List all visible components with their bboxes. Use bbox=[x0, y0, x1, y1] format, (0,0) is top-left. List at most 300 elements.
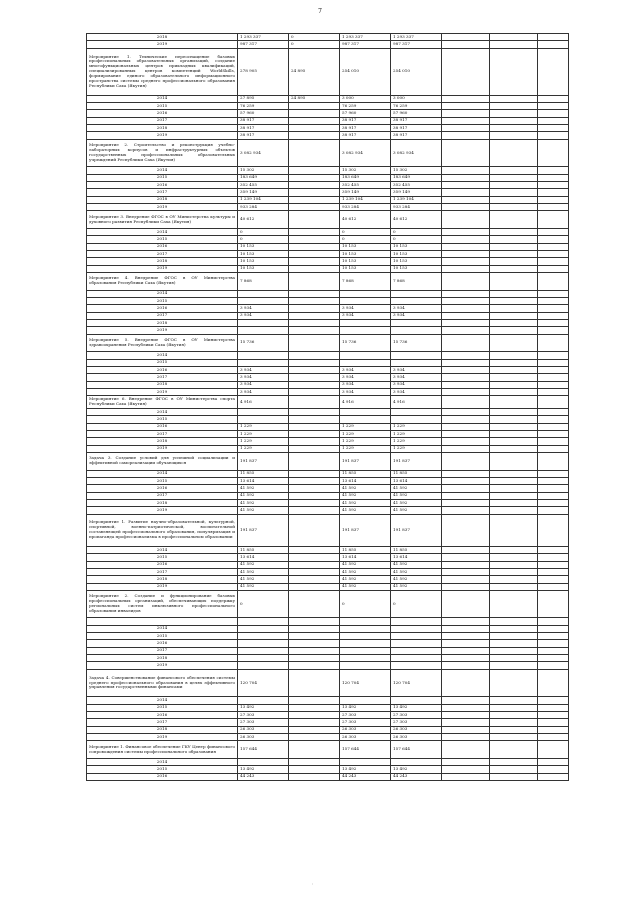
empty-cell bbox=[442, 561, 490, 568]
year-cell: 2014 bbox=[87, 167, 238, 174]
amount-c1: 1 229 bbox=[238, 423, 289, 430]
amount-c2 bbox=[289, 196, 340, 203]
year-row bbox=[87, 647, 569, 654]
amount-c3: 183 649 bbox=[340, 174, 391, 181]
year-cell: 2018 bbox=[87, 655, 238, 662]
empty-cell bbox=[538, 34, 569, 41]
empty-cell bbox=[490, 647, 538, 654]
amount-c3: 41 592 bbox=[340, 568, 391, 575]
amount-c4 bbox=[391, 697, 442, 704]
empty-cell bbox=[442, 430, 490, 437]
year-row bbox=[87, 766, 569, 773]
amount-c2 bbox=[289, 590, 340, 618]
empty-cell bbox=[538, 334, 569, 352]
amount-c1: 157 644 bbox=[238, 741, 289, 759]
amount-c2: 0 bbox=[289, 34, 340, 41]
empty-cell bbox=[490, 499, 538, 506]
empty-cell bbox=[490, 297, 538, 304]
year-cell: 2017 bbox=[87, 189, 238, 196]
amount-c3: 352 455 bbox=[340, 181, 391, 188]
amount-c2 bbox=[289, 568, 340, 575]
amount-c3 bbox=[340, 352, 391, 359]
amount-c2 bbox=[289, 697, 340, 704]
empty-cell bbox=[442, 647, 490, 654]
year-cell: 2014 bbox=[87, 697, 238, 704]
amount-c1 bbox=[238, 662, 289, 669]
item-description: Мероприятие 2. Строительство и реконструкция учебно-лабораторных корпусов и инфраструктурных объектов государственных профессиональных образовательных учреждений Республики Саха (Якутия) bbox=[87, 139, 238, 167]
empty-cell bbox=[490, 265, 538, 272]
amount-c3 bbox=[340, 408, 391, 415]
amount-c2 bbox=[289, 423, 340, 430]
amount-c1 bbox=[238, 633, 289, 640]
amount-c4: 10 153 bbox=[391, 258, 442, 265]
amount-c2 bbox=[289, 110, 340, 117]
amount-c4: 1 229 bbox=[391, 445, 442, 452]
year-row bbox=[87, 258, 569, 265]
amount-c2 bbox=[289, 470, 340, 477]
empty-cell bbox=[490, 766, 538, 773]
empty-cell bbox=[490, 359, 538, 366]
amount-c3: 41 592 bbox=[340, 499, 391, 506]
amount-c2 bbox=[289, 103, 340, 110]
year-row bbox=[87, 507, 569, 514]
empty-cell bbox=[538, 625, 569, 632]
amount-c4 bbox=[391, 297, 442, 304]
amount-c3: 157 644 bbox=[340, 741, 391, 759]
empty-cell bbox=[442, 492, 490, 499]
amount-c1: 41 592 bbox=[238, 485, 289, 492]
empty-cell bbox=[442, 514, 490, 546]
year-row bbox=[87, 352, 569, 359]
amount-c3: 41 592 bbox=[340, 576, 391, 583]
year-cell: 2015 bbox=[87, 554, 238, 561]
empty-cell bbox=[538, 546, 569, 553]
year-row bbox=[87, 388, 569, 395]
empty-cell bbox=[490, 733, 538, 740]
year-cell: 2019 bbox=[87, 583, 238, 590]
amount-c4 bbox=[391, 319, 442, 326]
year-row bbox=[87, 576, 569, 583]
amount-c2 bbox=[289, 758, 340, 765]
empty-cell bbox=[538, 41, 569, 48]
empty-cell bbox=[538, 174, 569, 181]
empty-cell bbox=[490, 95, 538, 102]
amount-c4 bbox=[391, 758, 442, 765]
amount-c2 bbox=[289, 546, 340, 553]
amount-c2 bbox=[289, 258, 340, 265]
amount-c3: 933 284 bbox=[340, 203, 391, 210]
item-row bbox=[87, 669, 569, 697]
amount-c1: 38 917 bbox=[238, 117, 289, 124]
amount-c2 bbox=[289, 290, 340, 297]
empty-cell bbox=[490, 388, 538, 395]
year-cell: 2018 bbox=[87, 576, 238, 583]
empty-cell bbox=[538, 132, 569, 139]
amount-c4: 0 bbox=[391, 236, 442, 243]
empty-cell bbox=[538, 711, 569, 718]
amount-c1: 3 934 bbox=[238, 374, 289, 381]
empty-cell bbox=[538, 766, 569, 773]
amount-c2 bbox=[289, 272, 340, 290]
empty-cell bbox=[442, 583, 490, 590]
amount-c4: 41 592 bbox=[391, 583, 442, 590]
empty-cell bbox=[538, 388, 569, 395]
year-cell: 2019 bbox=[87, 265, 238, 272]
amount-c4 bbox=[391, 416, 442, 423]
amount-c1: 3 934 bbox=[238, 381, 289, 388]
year-cell: 2014 bbox=[87, 352, 238, 359]
amount-c2 bbox=[289, 211, 340, 229]
empty-cell bbox=[442, 290, 490, 297]
empty-cell bbox=[490, 669, 538, 697]
year-row bbox=[87, 662, 569, 669]
empty-cell bbox=[490, 477, 538, 484]
amount-c3: 40 612 bbox=[340, 211, 391, 229]
amount-c3: 41 592 bbox=[340, 485, 391, 492]
year-cell: 2019 bbox=[87, 733, 238, 740]
amount-c1: 7 868 bbox=[238, 272, 289, 290]
amount-c2: 0 bbox=[289, 41, 340, 48]
year-cell: 2019 bbox=[87, 203, 238, 210]
amount-c2 bbox=[289, 618, 340, 625]
empty-cell bbox=[442, 590, 490, 618]
empty-cell bbox=[442, 132, 490, 139]
year-row bbox=[87, 366, 569, 373]
year-row bbox=[87, 312, 569, 319]
year-cell: 2017 bbox=[87, 647, 238, 654]
year-cell bbox=[87, 618, 238, 625]
amount-c3: 4 916 bbox=[340, 396, 391, 409]
amount-c2 bbox=[289, 445, 340, 452]
empty-cell bbox=[538, 117, 569, 124]
year-cell: 2018 bbox=[87, 125, 238, 132]
amount-c3: 1 293 337 bbox=[340, 34, 391, 41]
empty-cell bbox=[490, 203, 538, 210]
empty-cell bbox=[442, 258, 490, 265]
amount-c1: 11 855 bbox=[238, 470, 289, 477]
year-row bbox=[87, 445, 569, 452]
amount-c4: 11 855 bbox=[391, 470, 442, 477]
item-row bbox=[87, 139, 569, 167]
amount-c1 bbox=[238, 647, 289, 654]
empty-cell bbox=[490, 41, 538, 48]
empty-cell bbox=[442, 625, 490, 632]
year-cell: 2016 bbox=[87, 423, 238, 430]
amount-c4: 26 303 bbox=[391, 733, 442, 740]
year-row bbox=[87, 640, 569, 647]
amount-c1: 1 229 bbox=[238, 430, 289, 437]
year-cell: 2019 bbox=[87, 327, 238, 334]
empty-cell bbox=[490, 139, 538, 167]
amount-c3: 254 010 bbox=[340, 48, 391, 95]
empty-cell bbox=[538, 647, 569, 654]
amount-c2 bbox=[289, 576, 340, 583]
amount-c4: 0 bbox=[391, 228, 442, 235]
amount-c2 bbox=[289, 228, 340, 235]
amount-c2 bbox=[289, 117, 340, 124]
empty-cell bbox=[442, 41, 490, 48]
amount-c2 bbox=[289, 554, 340, 561]
year-cell: 2019 bbox=[87, 662, 238, 669]
amount-c1: 26 303 bbox=[238, 726, 289, 733]
empty-cell bbox=[538, 103, 569, 110]
empty-cell bbox=[442, 352, 490, 359]
amount-c2 bbox=[289, 334, 340, 352]
empty-cell bbox=[538, 48, 569, 95]
item-description: Мероприятие 1. Финансовое обеспечение ГКУ Центр финансового сопровождения системы профессионального образования bbox=[87, 741, 238, 759]
empty-cell bbox=[490, 507, 538, 514]
year-row bbox=[87, 697, 569, 704]
empty-cell bbox=[490, 568, 538, 575]
amount-c1: 27 303 bbox=[238, 719, 289, 726]
amount-c3: 13 614 bbox=[340, 554, 391, 561]
amount-c3: 3 934 bbox=[340, 374, 391, 381]
empty-cell bbox=[442, 250, 490, 257]
empty-cell bbox=[490, 452, 538, 470]
year-cell: 2016 bbox=[87, 561, 238, 568]
empty-cell bbox=[538, 640, 569, 647]
year-row bbox=[87, 265, 569, 272]
empty-cell bbox=[538, 719, 569, 726]
year-row bbox=[87, 290, 569, 297]
empty-cell bbox=[490, 546, 538, 553]
year-row bbox=[87, 438, 569, 445]
amount-c2 bbox=[289, 438, 340, 445]
amount-c4 bbox=[391, 633, 442, 640]
amount-c1: 1 293 337 bbox=[238, 34, 289, 41]
year-cell: 2019 bbox=[87, 445, 238, 452]
amount-c3: 1 229 bbox=[340, 438, 391, 445]
empty-cell bbox=[490, 430, 538, 437]
year-row bbox=[87, 430, 569, 437]
empty-cell bbox=[442, 174, 490, 181]
bottom-mark: ' bbox=[312, 882, 314, 887]
amount-c1: 191 837 bbox=[238, 452, 289, 470]
amount-c3: 1 229 bbox=[340, 423, 391, 430]
amount-c2 bbox=[289, 647, 340, 654]
amount-c4: 987 317 bbox=[391, 41, 442, 48]
empty-cell bbox=[490, 514, 538, 546]
amount-c4: 11 855 bbox=[391, 546, 442, 553]
amount-c4: 7 868 bbox=[391, 272, 442, 290]
empty-cell bbox=[442, 125, 490, 132]
year-row bbox=[87, 568, 569, 575]
empty-cell bbox=[442, 408, 490, 415]
amount-c2 bbox=[289, 181, 340, 188]
empty-cell bbox=[490, 554, 538, 561]
empty-cell bbox=[538, 181, 569, 188]
amount-c2 bbox=[289, 408, 340, 415]
year-cell: 2018 bbox=[87, 258, 238, 265]
amount-c2 bbox=[289, 352, 340, 359]
year-cell: 2015 bbox=[87, 633, 238, 640]
empty-cell bbox=[442, 366, 490, 373]
empty-cell bbox=[490, 272, 538, 290]
amount-c3: 13 492 bbox=[340, 704, 391, 711]
empty-cell bbox=[490, 423, 538, 430]
amount-c2 bbox=[289, 499, 340, 506]
empty-cell bbox=[442, 117, 490, 124]
amount-c1 bbox=[238, 625, 289, 632]
amount-c1: 0 bbox=[238, 590, 289, 618]
amount-c4: 41 592 bbox=[391, 576, 442, 583]
amount-c3 bbox=[340, 640, 391, 647]
empty-cell bbox=[538, 576, 569, 583]
empty-cell bbox=[442, 507, 490, 514]
year-cell: 2014 bbox=[87, 290, 238, 297]
amount-c1: 0 bbox=[238, 236, 289, 243]
empty-cell bbox=[538, 445, 569, 452]
amount-c1 bbox=[238, 359, 289, 366]
year-cell: 2015 bbox=[87, 297, 238, 304]
empty-cell bbox=[538, 758, 569, 765]
empty-cell bbox=[538, 95, 569, 102]
year-cell: 2018 bbox=[87, 34, 238, 41]
year-cell: 2016 bbox=[87, 773, 238, 780]
empty-cell bbox=[442, 499, 490, 506]
amount-c3: 3 934 bbox=[340, 388, 391, 395]
amount-c1: 10 153 bbox=[238, 243, 289, 250]
empty-cell bbox=[442, 719, 490, 726]
amount-c2 bbox=[289, 633, 340, 640]
amount-c2 bbox=[289, 125, 340, 132]
empty-cell bbox=[538, 416, 569, 423]
amount-c3: 1 229 bbox=[340, 445, 391, 452]
amount-c3: 0 bbox=[340, 236, 391, 243]
year-row bbox=[87, 733, 569, 740]
amount-c4: 15 302 bbox=[391, 167, 442, 174]
amount-c1: 15 736 bbox=[238, 334, 289, 352]
item-row bbox=[87, 396, 569, 409]
amount-c4: 10 153 bbox=[391, 250, 442, 257]
amount-c2 bbox=[289, 381, 340, 388]
year-row bbox=[87, 633, 569, 640]
year-cell: 2015 bbox=[87, 477, 238, 484]
empty-cell bbox=[442, 327, 490, 334]
amount-c4: 41 592 bbox=[391, 507, 442, 514]
empty-cell bbox=[490, 741, 538, 759]
amount-c2: 24 895 bbox=[289, 95, 340, 102]
year-row bbox=[87, 758, 569, 765]
amount-c2 bbox=[289, 726, 340, 733]
empty-cell bbox=[490, 48, 538, 95]
amount-c2 bbox=[289, 236, 340, 243]
amount-c4: 191 837 bbox=[391, 514, 442, 546]
amount-c3: 3 934 bbox=[340, 366, 391, 373]
amount-c3 bbox=[340, 655, 391, 662]
year-row bbox=[87, 228, 569, 235]
amount-c3: 27 303 bbox=[340, 711, 391, 718]
amount-c3: 13 492 bbox=[340, 766, 391, 773]
year-row bbox=[87, 167, 569, 174]
amount-c2 bbox=[289, 773, 340, 780]
empty-cell bbox=[490, 726, 538, 733]
year-row bbox=[87, 196, 569, 203]
amount-c3: 7 868 bbox=[340, 272, 391, 290]
year-row bbox=[87, 34, 569, 41]
year-row bbox=[87, 408, 569, 415]
year-row bbox=[87, 416, 569, 423]
amount-c2 bbox=[289, 766, 340, 773]
year-cell: 2014 bbox=[87, 408, 238, 415]
year-cell: 2015 bbox=[87, 103, 238, 110]
empty-cell bbox=[490, 319, 538, 326]
amount-c4: 76 259 bbox=[391, 103, 442, 110]
amount-c1: 3 082 934 bbox=[238, 139, 289, 167]
amount-c1 bbox=[238, 290, 289, 297]
empty-cell bbox=[538, 583, 569, 590]
amount-c3: 44 243 bbox=[340, 773, 391, 780]
amount-c2 bbox=[289, 327, 340, 334]
item-description: Мероприятие 3. Внедрение ФГОС в ОУ Министерства культуры и духовного развития Республики Саха (Якутия) bbox=[87, 211, 238, 229]
empty-cell bbox=[538, 430, 569, 437]
amount-c3: 3 934 bbox=[340, 381, 391, 388]
amount-c3: 15 736 bbox=[340, 334, 391, 352]
item-row bbox=[87, 48, 569, 95]
empty-cell bbox=[538, 507, 569, 514]
amount-c4 bbox=[391, 655, 442, 662]
empty-cell bbox=[442, 546, 490, 553]
amount-c2 bbox=[289, 485, 340, 492]
empty-cell bbox=[442, 95, 490, 102]
year-cell: 2018 bbox=[87, 726, 238, 733]
amount-c1: 13 614 bbox=[238, 477, 289, 484]
empty-cell bbox=[538, 741, 569, 759]
amount-c1: 10 153 bbox=[238, 250, 289, 257]
amount-c1 bbox=[238, 408, 289, 415]
amount-c1: 191 837 bbox=[238, 514, 289, 546]
amount-c4: 3 934 bbox=[391, 305, 442, 312]
year-cell: 2015 bbox=[87, 359, 238, 366]
year-cell: 2016 bbox=[87, 485, 238, 492]
empty-cell bbox=[490, 719, 538, 726]
empty-cell bbox=[538, 258, 569, 265]
year-cell: 2016 bbox=[87, 181, 238, 188]
empty-cell bbox=[538, 514, 569, 546]
amount-c4: 1 229 bbox=[391, 423, 442, 430]
empty-cell bbox=[442, 272, 490, 290]
empty-cell bbox=[490, 374, 538, 381]
empty-cell bbox=[538, 352, 569, 359]
amount-c3 bbox=[340, 327, 391, 334]
year-cell: 2018 bbox=[87, 319, 238, 326]
empty-cell bbox=[490, 305, 538, 312]
amount-c1: 41 592 bbox=[238, 568, 289, 575]
amount-c1 bbox=[238, 655, 289, 662]
year-cell: 2019 bbox=[87, 507, 238, 514]
amount-c2 bbox=[289, 514, 340, 546]
empty-cell bbox=[490, 416, 538, 423]
empty-cell bbox=[490, 396, 538, 409]
empty-cell bbox=[538, 633, 569, 640]
year-row bbox=[87, 181, 569, 188]
year-cell: 2017 bbox=[87, 250, 238, 257]
empty-cell bbox=[442, 196, 490, 203]
year-cell: 2015 bbox=[87, 704, 238, 711]
year-cell: 2019 bbox=[87, 132, 238, 139]
year-cell: 2017 bbox=[87, 719, 238, 726]
year-cell: 2017 bbox=[87, 568, 238, 575]
amount-c1: 41 592 bbox=[238, 576, 289, 583]
amount-c1: 27 303 bbox=[238, 711, 289, 718]
item-description: Задача 3. Создание условий для успешной социализации и эффективной самореализации обучающихся bbox=[87, 452, 238, 470]
year-cell: 2018 bbox=[87, 438, 238, 445]
year-row bbox=[87, 41, 569, 48]
empty-cell bbox=[490, 583, 538, 590]
empty-cell bbox=[490, 618, 538, 625]
item-description: Задача 4. Совершенствование финансового обеспечения системы среднего профессионального образования в целях эффективного управления государственными финансами bbox=[87, 669, 238, 697]
amount-c1: 352 455 bbox=[238, 181, 289, 188]
